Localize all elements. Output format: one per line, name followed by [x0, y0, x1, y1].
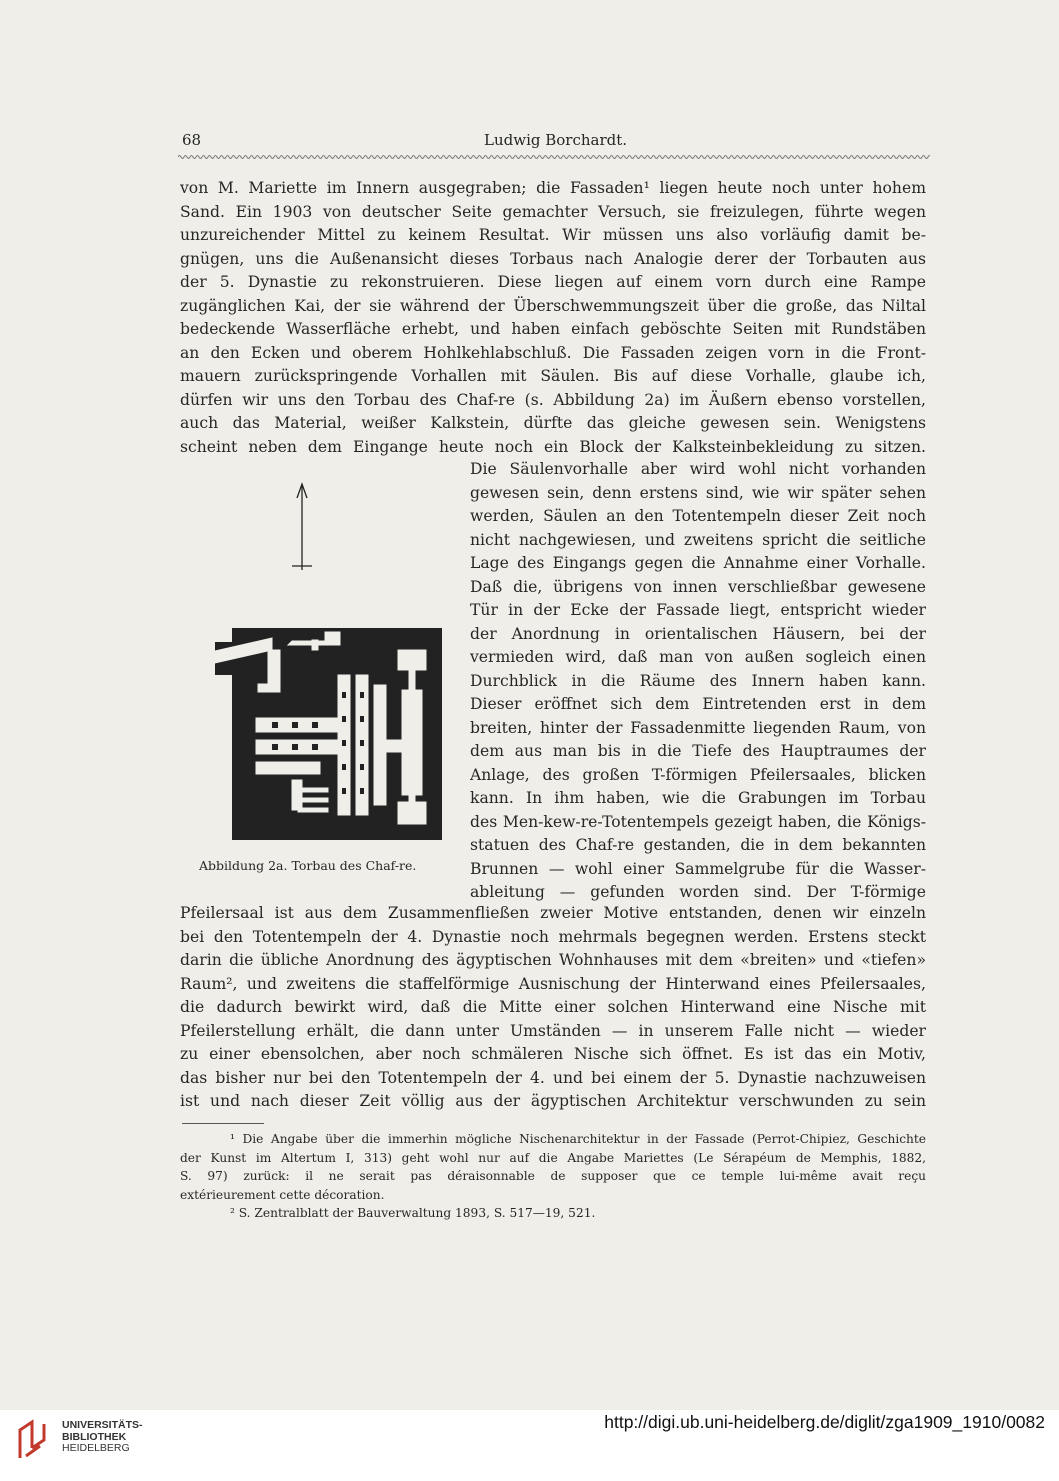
text-line: Brunnen — wohl einer Sammelgrube für die Wasser- — [470, 859, 926, 878]
text-line: des Men-kew-re-Totentempels gezeigt haben, die Königs- — [470, 812, 926, 831]
text-line: Lage des Eingangs gegen die Annahme einer Vorhalle. — [470, 554, 926, 572]
text-line: gewesen sein, denn erstens sind, wie wir später sehen — [470, 483, 926, 502]
text-line: Die Säulenvorhalle aber wird wohl nicht vorhanden — [470, 460, 926, 478]
text-line: Sand. Ein 1903 von deutscher Seite gemachter Versuch, sie freizulegen, führte wegen — [180, 202, 926, 221]
text-line: Anlage, des großen T-förmigen Pfeilersaales, blicken — [470, 765, 926, 784]
text-line: Durchblick in die Räume des Innern haben kann. — [470, 671, 926, 690]
text-line: kann. In ihm haben, wie die Grabungen im Torbau — [470, 789, 926, 807]
text-line: der 5. Dynastie zu rekonstruieren. Diese liegen auf einem vorn durch eine Rampe — [180, 273, 926, 291]
body-paragraph-beside-figure — [470, 458, 926, 905]
body-paragraph-bottom — [180, 902, 926, 1114]
text-line: Pfeilersaal ist aus dem Zusammenfließen zweier Motive entstanden, denen wir einzeln — [180, 904, 926, 922]
text-line: werden, Säulen an den Totentempeln dieser Zeit noch — [470, 507, 926, 525]
torbau-plan-drawing — [180, 470, 460, 880]
permalink-url[interactable]: http://digi.ub.uni-heidelberg.de/diglit/zga1909_1910/0082 — [604, 1412, 1045, 1432]
library-name-line3: HEIDELBERG — [62, 1442, 130, 1454]
library-name-line1: UNIVERSITÄTS- — [62, 1419, 143, 1431]
text-line: gnügen, uns die Außenansicht dieses Torbaus nach Analogie derer der Torbauten aus — [180, 249, 926, 268]
text-line: zu einer ebensolchen, aber noch schmäleren Nische sich öffnet. Es ist das ein Motiv, — [180, 1045, 926, 1063]
running-header — [182, 131, 928, 153]
body-paragraph-top — [180, 177, 926, 459]
footnote-rule — [182, 1123, 264, 1124]
text-line: von M. Mariette im Innern ausgegraben; die Fassaden¹ liegen heute noch unter hohem — [180, 179, 926, 197]
text-line: Tür in der Ecke der Fassade liegt, entspricht wieder — [470, 601, 926, 619]
text-line: nicht nachgewiesen, und zweitens spricht die seitliche — [470, 530, 926, 549]
library-name — [62, 1420, 143, 1455]
text-line: an den Ecken und oberem Hohlkehlabschluß. Die Fassaden zeigen vorn in die Front- — [180, 343, 926, 362]
text-line: vermieden wird, daß man von außen sogleich einen — [470, 648, 926, 666]
figure-caption: Abbildung 2a. Torbau des Chaf-re. — [199, 858, 417, 873]
text-line: das bisher nur bei den Totentempeln der 4. und bei einem der 5. Dynastie nachzuweisen — [180, 1068, 926, 1087]
text-line: ist und nach dieser Zeit völlig aus der ägyptischen Architektur verschwunden zu sein — [180, 1092, 926, 1110]
library-name-line2: BIBLIOTHEK — [62, 1430, 127, 1443]
text-line: die dadurch bewirkt wird, daß die Mitte einer solchen Hinterwand eine Nische mit — [180, 998, 926, 1016]
text-line: bei den Totentempeln der 4. Dynastie noch mehrmals begegnen werden. Erstens steckt — [180, 927, 926, 946]
floor-plan-figure — [180, 470, 460, 880]
text-line: Daß die, übrigens von innen verschließbar gewesene — [470, 577, 926, 596]
footnotes — [180, 1130, 926, 1223]
running-title: Ludwig Borchardt. — [484, 131, 628, 149]
text-line: zugänglichen Kai, der sie während der Überschwemmungszeit über die große, das Niltal — [180, 296, 926, 315]
footnote-line: ¹ Die Angabe über die immerhin mögliche Nischenarchitektur in der Fassade (Perrot-Chipiez, Geschichte — [230, 1132, 926, 1146]
text-line: scheint neben dem Eingange heute noch ein Block der Kalksteinbekleidung zu sitzen. — [180, 437, 926, 456]
text-line: dürfen wir uns den Torbau des Chaf-re (s. Abbildung 2a) im Äußern ebenso vorstellen, — [180, 390, 926, 409]
footnote-line: extérieurement cette décoration. — [180, 1187, 385, 1202]
text-line: ableitung — gefunden worden sind. Der T-förmige — [470, 883, 926, 901]
text-line: Pfeilerstellung erhält, die dann unter Umständen — in unserem Falle nicht — wieder — [180, 1021, 926, 1040]
footnote-line: der Kunst im Altertum I, 313) geht wohl nur auf die Angabe Mariettes (Le Sérapéum de Memphis, 1882, — [180, 1150, 926, 1165]
text-line: bedeckende Wasserfläche erhebt, und haben einfach geböschte Seiten mit Rundstäben — [180, 320, 926, 338]
footnote-line: S. 97) zurück: il ne serait pas déraisonnable de supposer que ce temple lui-même avait reçu — [180, 1169, 926, 1183]
text-line: mauern zurückspringende Vorhallen mit Säulen. Bis auf diese Vorhalle, glaube ich, — [180, 367, 926, 385]
text-line: Raum², und zweitens die staffelförmige Ausnischung der Hinterwand eines Pfeilersaales, — [180, 974, 926, 993]
footnote-line: ² S. Zentralblatt der Bauverwaltung 1893, S. 517—19, 521. — [230, 1206, 596, 1220]
text-line: unzureichender Mittel zu keinem Resultat. Wir müssen uns also vorläufig damit be- — [180, 226, 926, 244]
text-line: statuen des Chaf-re gestanden, die in dem bekannten — [470, 836, 926, 854]
text-line: der Anordnung in orientalischen Häusern, bei der — [470, 624, 926, 643]
university-library-logo-icon — [14, 1418, 54, 1460]
text-line: darin die übliche Anordnung des ägyptischen Wohnhauses mit dem «breiten» und «tiefen» — [180, 951, 926, 969]
page-number: 68 — [182, 131, 202, 149]
north-arrow-icon — [292, 484, 312, 570]
text-line: dem aus man bis in die Tiefe des Hauptraumes der — [470, 742, 926, 760]
text-line: breiten, hinter der Fassadenmitte liegenden Raum, von — [470, 718, 926, 737]
text-line: Dieser eröffnet sich dem Eintretenden erst in dem — [470, 695, 926, 713]
text-line: auch das Material, weißer Kalkstein, dürfte das gleiche gewesen sein. Wenigstens — [180, 414, 926, 432]
header-wavy-rule — [178, 153, 930, 161]
